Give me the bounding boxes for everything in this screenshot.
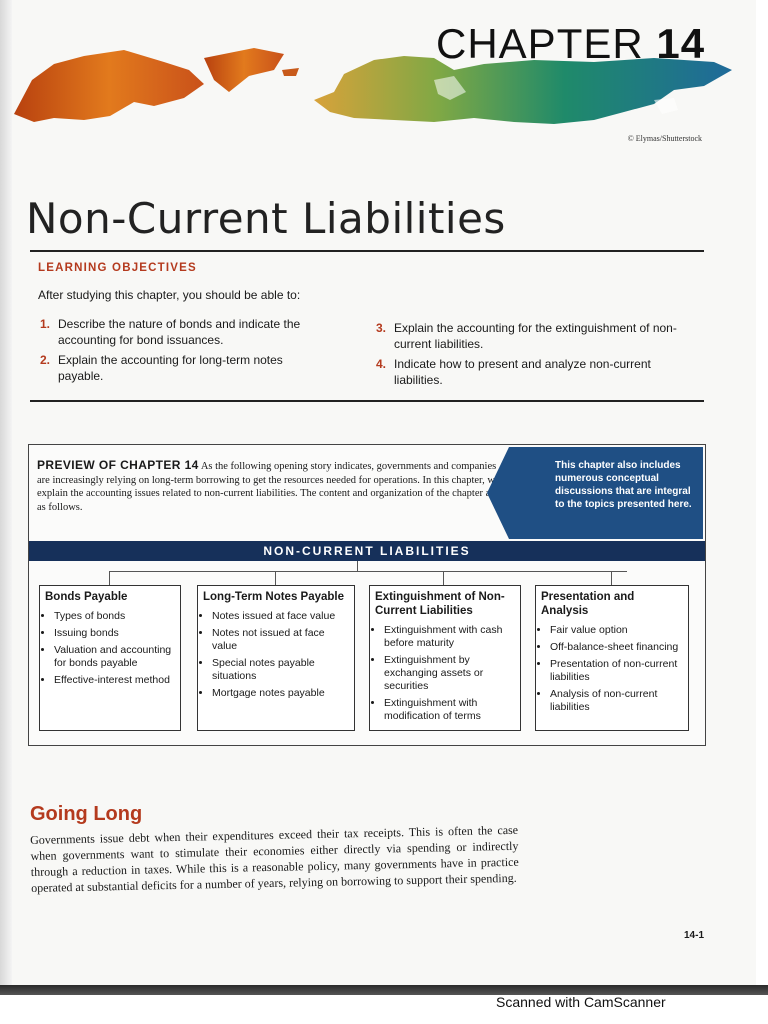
story-heading: Going Long xyxy=(30,802,143,825)
topic-title: Bonds Payable xyxy=(45,591,128,603)
chapter-preview-box xyxy=(28,444,706,746)
topic-item: • Notes issued at face value xyxy=(212,610,350,623)
organization-bar: NON-CURRENT LIABILITIES xyxy=(29,541,705,561)
story-paragraph: Governments issue debt when their expenditures exceed their tax receipts. This is often the case when governments want to stimulate their economies either directly via spending or indirectly through a reduction in taxes. While this is a reasonable policy, many governments have in practice operated at substantial deficits for a number of years, relying on borrowing to support their spending. xyxy=(30,822,519,895)
objectives-list-left xyxy=(40,316,330,388)
topic-title: Presentation and Analysis xyxy=(541,591,635,617)
topic-item: • Off-balance-sheet financing xyxy=(550,641,684,654)
objective-text: Indicate how to present and analyze non-current liabilities. xyxy=(394,357,651,387)
topic-item: • Special notes payable situations xyxy=(212,657,350,683)
objective-item xyxy=(376,356,686,388)
objective-number: 4. xyxy=(376,357,387,371)
connector-line xyxy=(275,571,276,585)
preview-paragraph xyxy=(37,459,501,514)
topic-column-bonds xyxy=(39,585,181,731)
connector-line xyxy=(611,571,612,585)
learning-objectives-heading: LEARNING OBJECTIVES xyxy=(38,262,197,274)
objective-text: Describe the nature of bonds and indicate the accounting for bond issuances. xyxy=(58,317,301,347)
topic-item: • Extinguishment by exchanging assets or securities xyxy=(384,654,516,693)
topic-item: • Types of bonds xyxy=(54,610,176,623)
page-number: 14-1 xyxy=(684,930,705,941)
callout-text: This chapter also includes numerous conceptual discussions that are integral to the topics presented here. xyxy=(555,460,692,510)
topic-item: • Analysis of non-current liabilities xyxy=(550,688,684,714)
topic-title: Long-Term Notes Payable xyxy=(203,591,345,603)
topic-column-extinguishment xyxy=(369,585,521,731)
learning-objectives-intro: After studying this chapter, you should be able to: xyxy=(38,288,301,302)
topic-column-presentation xyxy=(535,585,689,731)
topic-item: • Notes not issued at face value xyxy=(212,627,350,653)
connector-line xyxy=(443,571,444,585)
topic-item: • Presentation of non-current liabilities xyxy=(550,658,684,684)
chapter-number: 14 xyxy=(656,20,706,67)
topic-column-notes xyxy=(197,585,355,731)
objective-item xyxy=(40,316,330,348)
topic-item: • Effective-interest method xyxy=(54,674,176,687)
objective-number: 3. xyxy=(376,321,387,335)
chapter-word: CHAPTER xyxy=(436,20,644,67)
topic-item: • Mortgage notes payable xyxy=(212,687,350,700)
callout-arrow-tip xyxy=(487,447,509,539)
objective-number: 1. xyxy=(40,317,51,331)
topic-item: • Fair value option xyxy=(550,624,684,637)
connector-line xyxy=(109,571,627,572)
image-credit: © Elymas/Shutterstock xyxy=(627,134,702,143)
scanner-watermark: Scanned with CamScanner xyxy=(496,994,666,1010)
connector-line xyxy=(357,561,358,571)
objective-text: Explain the accounting for long-term notes payable. xyxy=(58,353,283,383)
preview-heading: PREVIEW OF CHAPTER 14 xyxy=(37,458,199,472)
topic-item: • Issuing bonds xyxy=(54,627,176,640)
connector-line xyxy=(109,571,110,585)
topic-item: • Extinguishment with modification of terms xyxy=(384,697,516,723)
objective-text: Explain the accounting for the extinguishment of non-current liabilities. xyxy=(394,321,677,351)
preview-text: As the following opening story indicates, governments and companies are increasingly relying on long-term borrowing to get the resources needed for operations. In this chapter, we explain the accounting issues related to non-current liabilities. The content and organization of the chapter are as follows. xyxy=(37,461,500,513)
objective-item xyxy=(376,320,686,352)
objectives-list-right xyxy=(376,320,686,392)
objective-item xyxy=(40,352,330,384)
page-edge xyxy=(0,0,12,992)
topic-item: • Valuation and accounting for bonds payable xyxy=(54,644,176,670)
learning-objectives-box xyxy=(30,250,704,402)
page-title: Non-Current Liabilities xyxy=(26,194,506,244)
topic-item: • Extinguishment with cash before maturity xyxy=(384,624,516,650)
topic-title: Extinguishment of Non-Current Liabilities xyxy=(375,591,505,617)
objective-number: 2. xyxy=(40,353,51,367)
chapter-heading xyxy=(436,20,705,68)
